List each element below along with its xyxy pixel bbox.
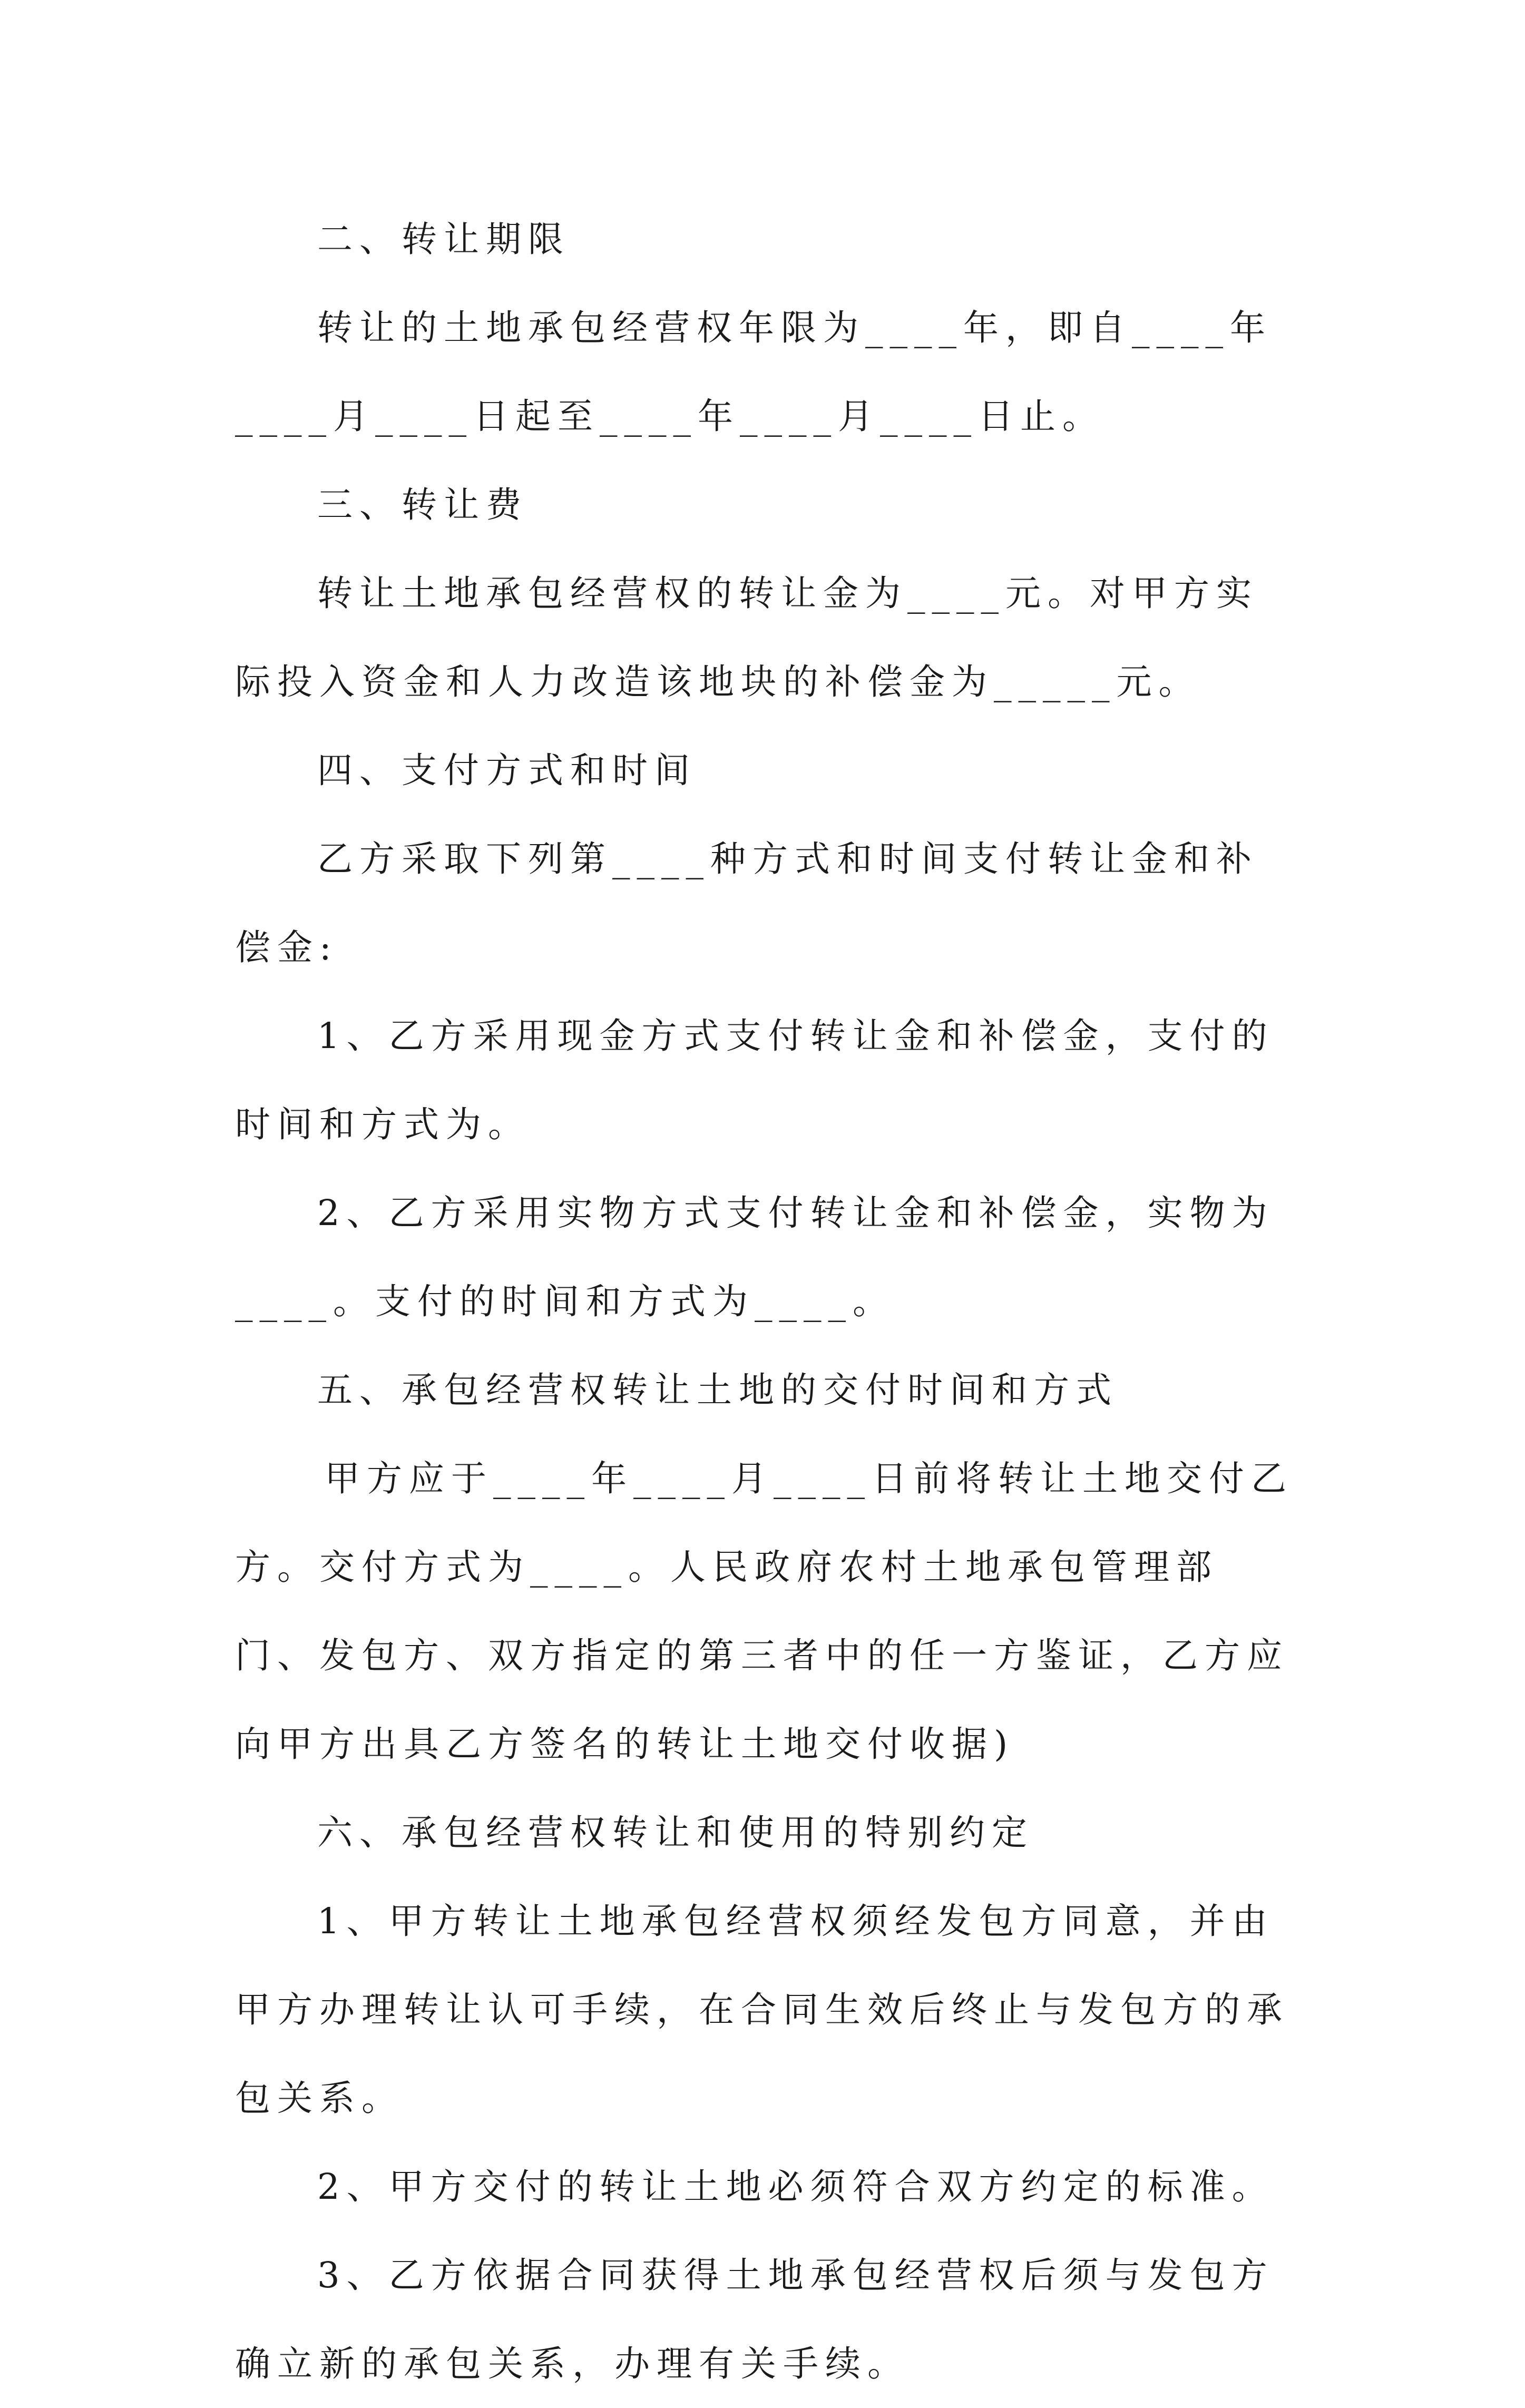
section-heading-payment: 四、支付方式和时间 xyxy=(317,750,697,791)
paragraph-payment-cash: 1、乙方采用现金方式支付转让金和补偿金，支付的时间和方式为。 xyxy=(235,1015,1274,1145)
paragraph-term: 转让的土地承包经营权年限为____年，即自____年____月____日起至____年____月____日止。 xyxy=(235,307,1272,437)
paragraph-payment-goods: 2、乙方采用实物方式支付转让金和补偿金，实物为____。支付的时间和方式为____。 xyxy=(235,1192,1274,1322)
paragraph-payment-intro: 乙方采取下列第____种方式和时间支付转让金和补偿金: xyxy=(235,838,1258,968)
paragraph-special-3: 3、乙方依据合同获得土地承包经营权后须与发包方确立新的承包关系，办理有关手续。 xyxy=(235,2255,1274,2384)
document-body xyxy=(235,195,1294,2408)
section-heading-delivery: 五、承包经营权转让土地的交付时间和方式 xyxy=(317,1369,1118,1411)
section-heading-term: 二、转让期限 xyxy=(317,219,570,260)
section-heading-fee: 三、转让费 xyxy=(317,484,528,525)
paragraph-delivery: 甲方应于____年____月____日前将转让土地交付乙方。交付方式为____。人民政府农村土地承包管理部门、发包方、双方指定的第三者中的任一方鉴证，乙方应向甲方出具乙方签名的转让土地交付收据) xyxy=(235,1458,1293,1765)
paragraph-special-1: 1、甲方转让土地承包经营权须经发包方同意，并由甲方办理转让认可手续，在合同生效后终止与发包方的承包关系。 xyxy=(235,1901,1289,2119)
paragraph-special-2: 2、甲方交付的转让土地必须符合双方约定的标准。 xyxy=(317,2166,1274,2207)
section-heading-special: 六、承包经营权转让和使用的特别约定 xyxy=(317,1812,1034,1853)
paragraph-fee: 转让土地承包经营权的转让金为____元。对甲方实际投入资金和人力改造该地块的补偿金为_____元。 xyxy=(235,573,1258,702)
